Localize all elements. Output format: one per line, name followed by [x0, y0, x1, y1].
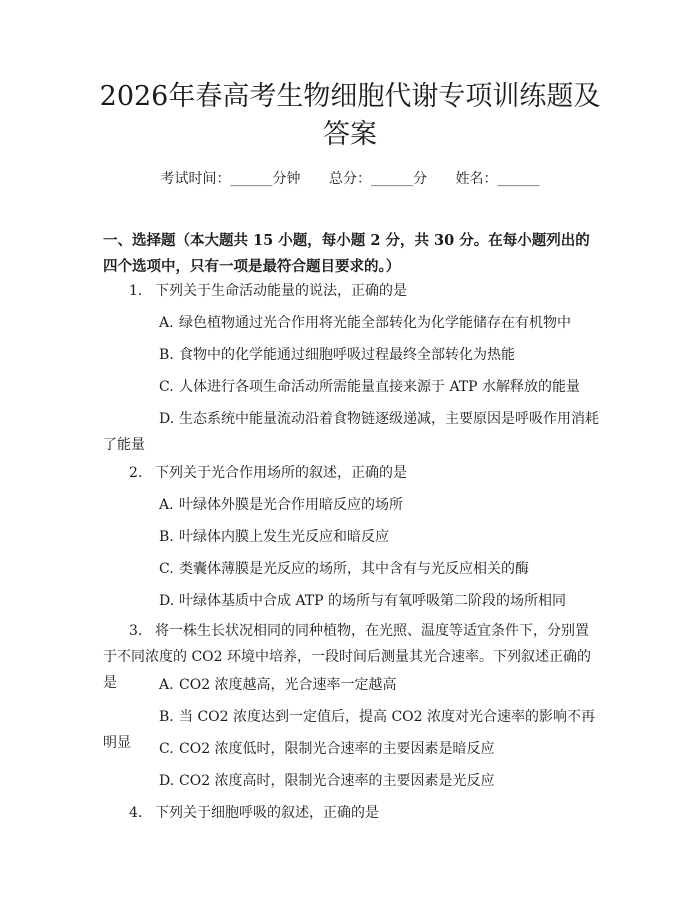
student-name-blank: ______: [497, 171, 540, 187]
option-text: 绿色植物通过光合作用将光能全部转化为化学能储存在有机物中: [179, 315, 571, 331]
question-stem: [103, 800, 600, 826]
question-text: 下列关于光合作用场所的叙述，正确的是: [155, 465, 407, 481]
total-score-blank: ______: [371, 171, 413, 187]
exam-time-blank: ______: [230, 171, 273, 187]
question-number: 2.: [129, 465, 143, 481]
option-text: 当 CO2 浓度达到一定值后，提高 CO2 浓度对光合速率的影响不再明显: [103, 709, 595, 751]
option-item: [103, 310, 600, 336]
option-letter: B.: [159, 529, 174, 545]
option-letter: B.: [159, 709, 174, 725]
option-letter: A.: [159, 315, 174, 331]
total-score-field: [329, 171, 427, 187]
option-text: 生态系统中能量流动沿着食物链逐级递减，主要原因是呼吸作用消耗了能量: [103, 411, 599, 453]
option-text: 叶绿体外膜是光合作用暗反应的场所: [179, 497, 403, 513]
question-stem: [103, 278, 600, 304]
option-letter: B.: [159, 347, 174, 363]
option-letter: D.: [159, 411, 175, 427]
total-score-label: 总分：: [329, 171, 371, 187]
option-text: 类囊体薄膜是光反应的场所，其中含有与光反应相关的酶: [179, 561, 529, 577]
question-stem: [103, 460, 600, 486]
option-text: 食物中的化学能通过细胞呼吸过程最终全部转化为热能: [179, 347, 515, 363]
option-letter: C.: [159, 561, 174, 577]
exam-time-field: [161, 171, 301, 187]
question-number: 4.: [129, 805, 143, 821]
question-text: 下列关于细胞呼吸的叙述，正确的是: [155, 805, 379, 821]
option-item: [103, 588, 600, 614]
option-text: 叶绿体基质中合成 ATP 的场所与有氧呼吸第二阶段的场所相同: [179, 593, 567, 609]
option-item: [103, 342, 600, 368]
total-score-unit: 分: [413, 171, 427, 187]
option-item: [103, 768, 600, 794]
option-item: [103, 736, 600, 762]
option-letter: A.: [159, 497, 174, 513]
option-item: [103, 492, 600, 518]
question-number: 1.: [129, 283, 143, 299]
option-letter: D.: [159, 593, 175, 609]
section-heading: 一、选择题（本大题共 15 小题，每小题 2 分，共 30 分。在每小题列出的四个选项中，只有一项是最符合题目要求的。）: [103, 232, 590, 275]
question-text: 下列关于生命活动能量的说法，正确的是: [155, 283, 407, 299]
student-name-field: [455, 171, 539, 187]
option-letter: C.: [159, 741, 174, 757]
exam-time-label: 考试时间：: [160, 171, 231, 187]
question-number: 3.: [129, 623, 143, 639]
question-text: 将一株生长状况相同的同种植物，在光照、温度等适宜条件下，分别置于不同浓度的 CO2 环境中培养，一段时间后测量其光合速率。下列叙述正确的是: [103, 623, 591, 691]
option-text: CO2 浓度低时，限制光合速率的主要因素是暗反应: [179, 741, 495, 757]
option-letter: C.: [159, 379, 174, 395]
option-item: [103, 406, 600, 458]
student-name-label: 姓名：: [455, 171, 498, 187]
option-item: [103, 374, 600, 400]
option-text: 人体进行各项生命活动所需能量直接来源于 ATP 水解释放的能量: [179, 379, 581, 395]
option-text: CO2 浓度越高，光合速率一定越高: [179, 677, 397, 693]
option-item: [103, 556, 600, 582]
page-title: 2026年春高考生物细胞代谢专项训练题及答案: [99, 81, 601, 150]
option-text: CO2 浓度高时，限制光合速率的主要因素是光反应: [179, 773, 495, 789]
exam-info-line: [0, 168, 700, 188]
exam-time-unit: 分钟: [272, 171, 301, 187]
option-letter: D.: [159, 773, 175, 789]
option-item: [103, 672, 600, 698]
option-letter: A.: [159, 677, 174, 693]
option-item: [103, 524, 600, 550]
option-text: 叶绿体内膜上发生光反应和暗反应: [179, 529, 389, 545]
